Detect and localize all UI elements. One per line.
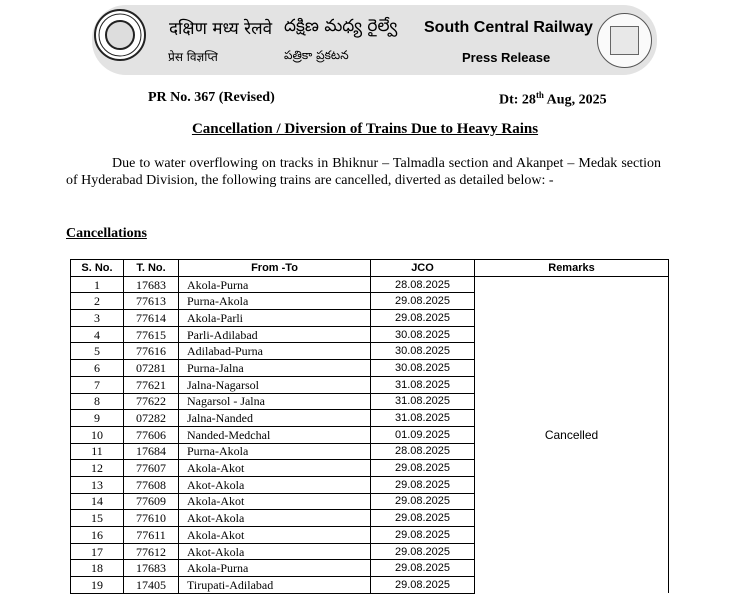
col-header: JCO <box>371 260 475 277</box>
row-sno: 9 <box>71 410 124 427</box>
header-hindi-name: दक्षिण मध्य रेलवे <box>169 19 273 39</box>
row-sno: 3 <box>71 310 124 327</box>
row-route: Akot-Akola <box>179 476 371 493</box>
row-jco: 29.08.2025 <box>371 560 475 577</box>
row-train-no: 77607 <box>124 460 179 477</box>
header-telugu-press: పత్రికా ప్రకటన <box>284 48 349 62</box>
train-icon <box>610 26 639 55</box>
row-route: Tirupati-Adilabad <box>179 577 371 594</box>
scr-logo <box>597 13 652 68</box>
row-jco: 28.08.2025 <box>371 443 475 460</box>
row-train-no: 77614 <box>124 310 179 327</box>
row-train-no: 77622 <box>124 393 179 410</box>
row-train-no: 17683 <box>124 560 179 577</box>
row-jco: 31.08.2025 <box>371 376 475 393</box>
row-jco: 29.08.2025 <box>371 293 475 310</box>
row-jco: 31.08.2025 <box>371 393 475 410</box>
row-route: Akola-Parli <box>179 310 371 327</box>
row-sno: 12 <box>71 460 124 477</box>
row-sno: 8 <box>71 393 124 410</box>
row-sno: 13 <box>71 476 124 493</box>
row-jco: 01.09.2025 <box>371 426 475 443</box>
row-sno: 1 <box>71 276 124 293</box>
header-english-name: South Central Railway <box>424 19 593 36</box>
row-sno: 5 <box>71 343 124 360</box>
row-train-no: 07281 <box>124 360 179 377</box>
table-header-row <box>71 260 669 277</box>
row-route: Nagarsol - Jalna <box>179 393 371 410</box>
row-train-no: 17683 <box>124 276 179 293</box>
row-route: Akot-Akola <box>179 510 371 527</box>
table-row <box>71 276 669 293</box>
row-train-no: 77608 <box>124 476 179 493</box>
emblem-center-icon <box>105 20 135 50</box>
row-jco: 29.08.2025 <box>371 527 475 544</box>
col-header: T. No. <box>124 260 179 277</box>
pr-number: PR No. 367 (Revised) <box>148 90 275 105</box>
header-telugu-name: దక్షిణ మధ్య రైల్వే <box>284 16 398 36</box>
row-train-no: 77609 <box>124 493 179 510</box>
row-route: Adilabad-Purna <box>179 343 371 360</box>
row-route: Parli-Adilabad <box>179 326 371 343</box>
row-jco: 30.08.2025 <box>371 360 475 377</box>
row-route: Purna-Akola <box>179 293 371 310</box>
row-train-no: 17684 <box>124 443 179 460</box>
col-header: From -To <box>179 260 371 277</box>
row-sno: 18 <box>71 560 124 577</box>
row-train-no: 07282 <box>124 410 179 427</box>
row-sno: 15 <box>71 510 124 527</box>
row-train-no: 77612 <box>124 543 179 560</box>
col-header: S. No. <box>71 260 124 277</box>
row-train-no: 77611 <box>124 527 179 544</box>
row-route: Jalna-Nanded <box>179 410 371 427</box>
row-route: Purna-Jalna <box>179 360 371 377</box>
row-jco: 30.08.2025 <box>371 343 475 360</box>
row-sno: 4 <box>71 326 124 343</box>
row-route: Akola-Akot <box>179 527 371 544</box>
row-jco: 29.08.2025 <box>371 460 475 477</box>
row-train-no: 77613 <box>124 293 179 310</box>
row-jco: 28.08.2025 <box>371 276 475 293</box>
row-jco: 30.08.2025 <box>371 326 475 343</box>
indian-railways-emblem <box>94 9 146 61</box>
header-hindi-press: प्रेस विज्ञप्ति <box>168 50 218 64</box>
col-header: Remarks <box>475 260 669 277</box>
row-jco: 29.08.2025 <box>371 543 475 560</box>
row-jco: 29.08.2025 <box>371 510 475 527</box>
row-train-no: 77610 <box>124 510 179 527</box>
row-sno: 17 <box>71 543 124 560</box>
row-jco: 29.08.2025 <box>371 310 475 327</box>
row-sno: 14 <box>71 493 124 510</box>
cancellation-table <box>70 259 669 594</box>
row-sno: 19 <box>71 577 124 594</box>
row-jco: 29.08.2025 <box>371 476 475 493</box>
intro-paragraph: Due to water overflowing on tracks in Bhiknur – Talmadla section and Akanpet – Medak section of Hyderabad Division, the following trains are cancelled, diverted as detailed below: - <box>66 156 661 188</box>
row-route: Akot-Akola <box>179 543 371 560</box>
row-sno: 2 <box>71 293 124 310</box>
row-jco: 29.08.2025 <box>371 577 475 594</box>
row-route: Purna-Akola <box>179 443 371 460</box>
release-date: Dt: 28th Aug, 2025 <box>499 90 607 108</box>
row-train-no: 77615 <box>124 326 179 343</box>
row-route: Nanded-Medchal <box>179 426 371 443</box>
row-route: Jalna-Nagarsol <box>179 376 371 393</box>
row-jco: 29.08.2025 <box>371 493 475 510</box>
row-route: Akola-Akot <box>179 493 371 510</box>
row-train-no: 77621 <box>124 376 179 393</box>
row-sno: 11 <box>71 443 124 460</box>
row-sno: 16 <box>71 527 124 544</box>
row-sno: 10 <box>71 426 124 443</box>
row-route: Akola-Purna <box>179 276 371 293</box>
page-title: Cancellation / Diversion of Trains Due to Heavy Rains <box>191 121 539 137</box>
row-route: Akola-Akot <box>179 460 371 477</box>
row-train-no: 77616 <box>124 343 179 360</box>
remarks-cell: Cancelled <box>475 276 669 593</box>
row-route: Akola-Purna <box>179 560 371 577</box>
row-sno: 7 <box>71 376 124 393</box>
header-english-press: Press Release <box>462 50 551 65</box>
row-jco: 31.08.2025 <box>371 410 475 427</box>
row-train-no: 77606 <box>124 426 179 443</box>
row-train-no: 17405 <box>124 577 179 594</box>
row-sno: 6 <box>71 360 124 377</box>
section-heading: Cancellations <box>66 226 147 241</box>
